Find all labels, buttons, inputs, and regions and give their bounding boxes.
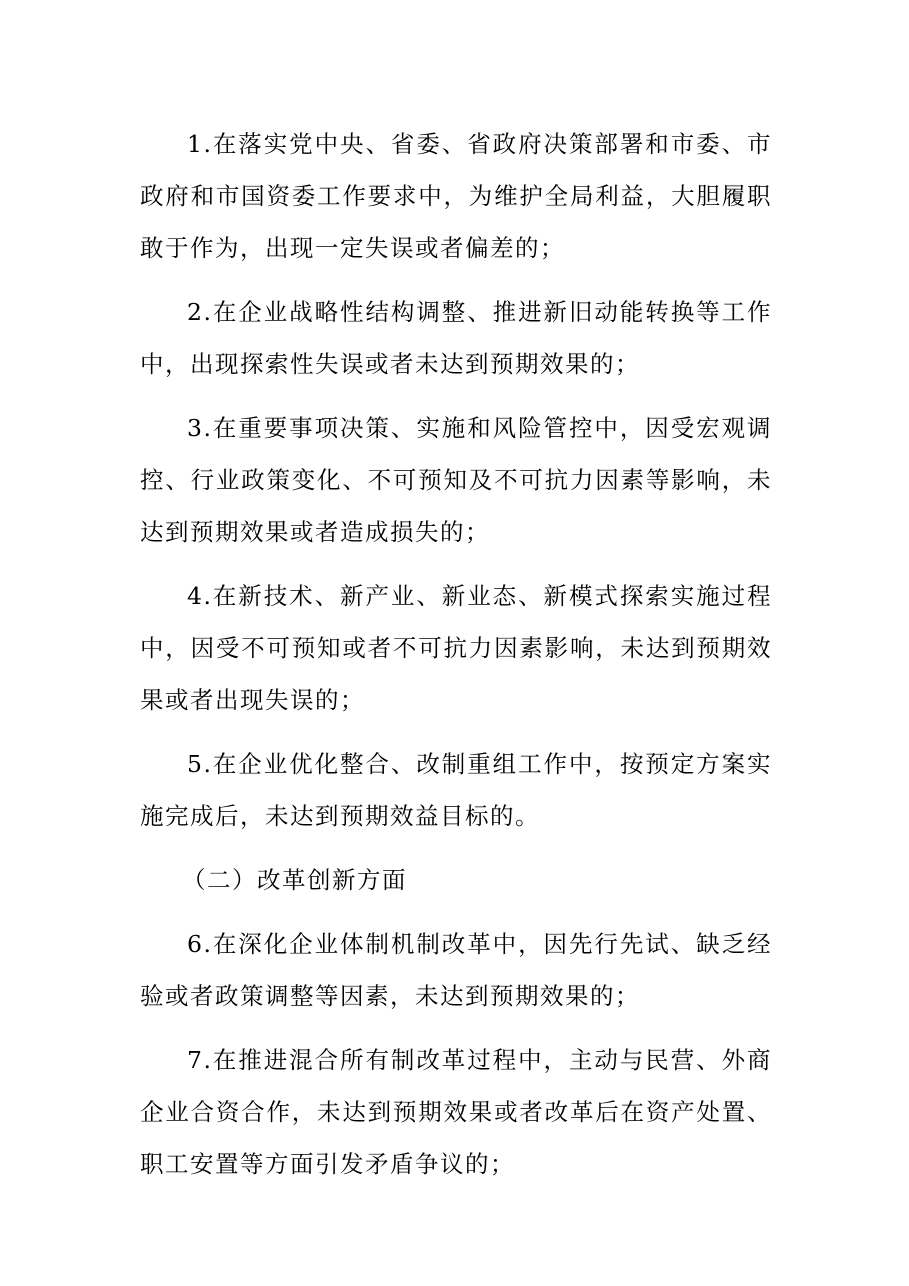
paragraph-item-7: 7.在推进混合所有制改革过程中，主动与民营、外商企业合资合作，未达到预期效果或者改革后在资产处置、职工安置等方面引发矛盾争议的；: [140, 1046, 772, 1178]
paragraph-item-2: 2.在企业战略性结构调整、推进新旧动能转换等工作中，出现探索性失误或者未达到预期效果的；: [140, 298, 772, 378]
paragraph-item-6: 6.在深化企业体制机制改革中，因先行先试、缺乏经验或者政策调整等因素，未达到预期效果的；: [140, 930, 772, 1010]
paragraph-item-5: 5.在企业优化整合、改制重组工作中，按预定方案实施完成后，未达到预期效益目标的。: [140, 750, 772, 830]
paragraph-item-4: 4.在新技术、新产业、新业态、新模式探索实施过程中，因受不可预知或者不可抗力因素影响，未达到预期效果或者出现失误的；: [140, 582, 772, 714]
paragraph-item-3: 3.在重要事项决策、实施和风险管控中，因受宏观调控、行业政策变化、不可预知及不可抗力因素等影响，未达到预期效果或者造成损失的；: [140, 414, 772, 546]
paragraph-item-1: 1.在落实党中央、省委、省政府决策部署和市委、市政府和市国资委工作要求中，为维护全局利益，大胆履职敢于作为，出现一定失误或者偏差的；: [140, 130, 772, 262]
section-heading-reform-innovation: （二）改革创新方面: [182, 866, 407, 894]
document-body: [140, 118, 772, 1202]
